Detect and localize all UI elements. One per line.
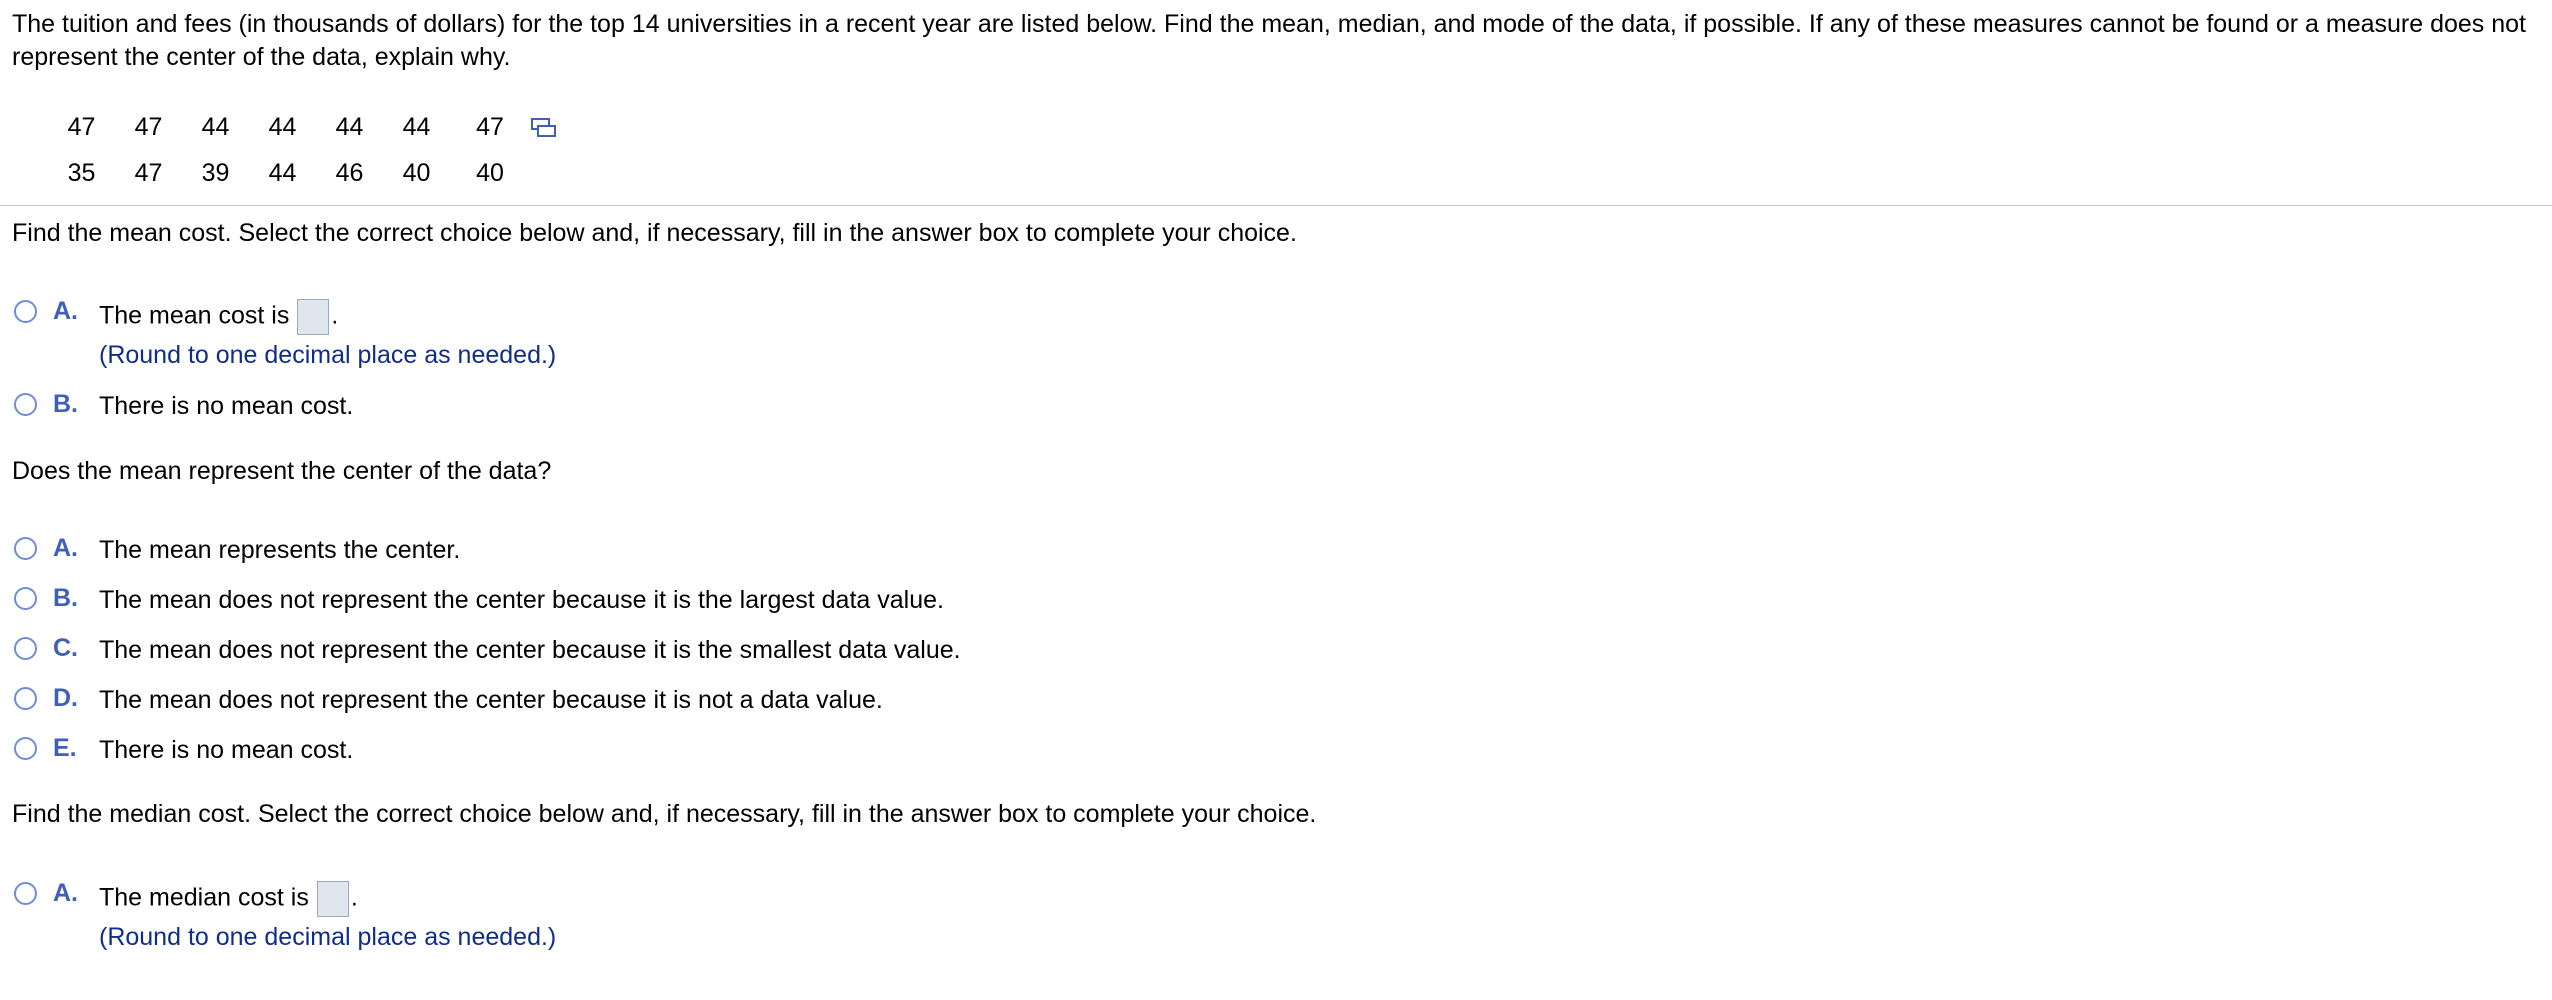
question-intro: The tuition and fees (in thousands of dollars) for the top 14 universities in a recent year are listed below. Find the mean, median, and mode of the data, if possible. If any of these measures cannot be found or a measure does not represent the center of the data, explain why. xyxy=(12,10,2526,71)
data-table xyxy=(48,104,570,196)
mean-center-prompt: Does the mean represent the center of the data? xyxy=(12,457,552,485)
choice-text: There is no mean cost. xyxy=(99,736,354,764)
data-cell: 44 xyxy=(268,112,297,141)
data-cell: 47 xyxy=(67,112,96,141)
mean-prompt: Find the mean cost. Select the correct choice below and, if necessary, fill in the answer box to complete your choice. xyxy=(12,219,1297,247)
mean-answer-box[interactable] xyxy=(297,299,329,335)
center-choice-a[interactable] xyxy=(14,530,1414,570)
mean-choice-b[interactable] xyxy=(14,386,1414,426)
choice-text: The mean does not represent the center because it is not a data value. xyxy=(99,686,883,714)
section-divider xyxy=(0,205,2552,206)
choice-letter: E. xyxy=(53,734,77,762)
data-row xyxy=(48,150,570,196)
data-cell: 47 xyxy=(134,158,163,187)
data-cell: 44 xyxy=(402,112,431,141)
center-choice-c[interactable] xyxy=(14,630,1414,670)
choice-text: The mean does not represent the center because it is the largest data value. xyxy=(99,586,944,614)
radio-button[interactable] xyxy=(14,537,37,560)
choice-text: The mean represents the center. xyxy=(99,536,461,564)
center-choice-e[interactable] xyxy=(14,730,1414,770)
data-cell: 39 xyxy=(201,158,230,187)
choice-letter: B. xyxy=(53,584,78,612)
radio-button[interactable] xyxy=(14,882,37,905)
choice-letter: D. xyxy=(53,684,78,712)
center-choice-d[interactable] xyxy=(14,680,1414,720)
radio-button[interactable] xyxy=(14,300,37,323)
rounding-hint: (Round to one decimal place as needed.) xyxy=(99,341,557,369)
data-cell: 47 xyxy=(134,112,163,141)
radio-button[interactable] xyxy=(14,587,37,610)
data-cell: 47 xyxy=(476,112,504,141)
data-cell: 44 xyxy=(201,112,230,141)
radio-button[interactable] xyxy=(14,687,37,710)
data-row xyxy=(48,104,570,150)
choice-letter: B. xyxy=(53,390,78,418)
rounding-hint: (Round to one decimal place as needed.) xyxy=(99,923,557,951)
radio-button[interactable] xyxy=(14,737,37,760)
median-choice-a[interactable] xyxy=(14,875,1414,915)
radio-button[interactable] xyxy=(14,637,37,660)
choice-text: There is no mean cost. xyxy=(99,392,354,420)
data-cell: 44 xyxy=(335,112,364,141)
data-cell: 44 xyxy=(268,158,297,187)
radio-button[interactable] xyxy=(14,393,37,416)
choice-text: The mean does not represent the center because it is the smallest data value. xyxy=(99,636,961,664)
median-prompt: Find the median cost. Select the correct choice below and, if necessary, fill in the answer box to complete your choice. xyxy=(12,800,1317,828)
data-cell: 40 xyxy=(402,158,431,187)
choice-letter: A. xyxy=(53,534,78,562)
data-cell: 35 xyxy=(67,158,96,187)
data-cell: 46 xyxy=(335,158,364,187)
choice-letter: A. xyxy=(53,297,78,325)
choice-text: The mean cost is xyxy=(99,301,290,330)
expand-table-icon[interactable] xyxy=(530,116,556,140)
choice-text: The median cost is xyxy=(99,883,309,912)
choice-text-suffix: . xyxy=(350,883,358,912)
choice-letter: A. xyxy=(53,879,78,907)
choice-letter: C. xyxy=(53,634,78,662)
data-cell: 40 xyxy=(476,158,504,187)
mean-choice-a[interactable] xyxy=(14,293,1414,333)
choice-text-suffix: . xyxy=(331,301,339,330)
median-answer-box[interactable] xyxy=(317,881,349,917)
center-choice-b[interactable] xyxy=(14,580,1414,620)
